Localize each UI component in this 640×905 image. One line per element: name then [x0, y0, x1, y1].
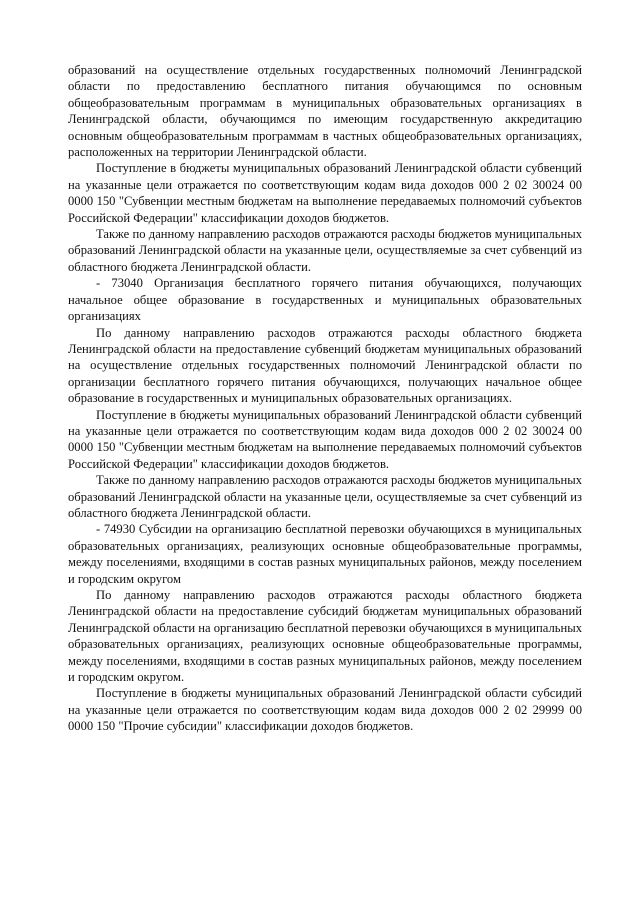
paragraph-municipal-expenses: Также по данному направлению расходов отражаются расходы бюджетов муниципальных образований Ленинградской области на указанные цели, осуществляемые за счет субвенций из областного бюджета Ленинградской области.: [68, 227, 582, 274]
paragraph-item-73040: - 73040 Организация бесплатного горячего питания обучающихся, получающих начальное общее образование в государственных и муниципальных образовательных организациях: [68, 276, 582, 324]
paragraph-74930-revenue: Поступление в бюджеты муниципальных образований Ленинградской области субсидий на указанные цели отражается по соответствующим кодам вида доходов 000 2 02 29999 00 0000 150 "Прочие субсидии" классификации доходов бюджетов.: [68, 686, 582, 734]
paragraph-subvention-revenue: Поступление в бюджеты муниципальных образований Ленинградской области субвенций на указанные цели отражается по соответствующим кодам вида доходов 000 2 02 30024 00 0000 150 "Субвенции местным бюджетам на выполнение передаваемых полномочий субъектов Российской Федерации" классификации доходов бюджетов.: [68, 161, 582, 225]
paragraph-73040-municipal-expenses: Также по данному направлению расходов отражаются расходы бюджетов муниципальных образований Ленинградской области на указанные цели, осуществляемые за счет субвенций из областного бюджета Ленинградской области.: [68, 473, 582, 520]
paragraph-73040-revenue: Поступление в бюджеты муниципальных образований Ленинградской области субвенций на указанные цели отражается по соответствующим кодам вида доходов 000 2 02 30024 00 0000 150 "Субвенции местным бюджетам на выполнение передаваемых полномочий субъектов Российской Федерации" классификации доходов бюджетов.: [68, 407, 582, 471]
paragraph-73040-description: По данному направлению расходов отражаются расходы областного бюджета Ленинградской области на предоставление субвенций бюджетам муниципальных образований на осуществление отдельных государственных полномочий Ленинградской области по организации бесплатного горячего питания обучающихся, получающих начальное общее образование в государственных и муниципальных образовательных организациях.: [68, 325, 582, 406]
paragraph-item-74930: - 74930 Субсидии на организацию бесплатной перевозки обучающихся в муниципальных образовательных организациях, реализующих основные общеобразовательные программы, между поселениями, входящими в состав разных муниципальных районов, между поселением и городским округом: [68, 522, 582, 586]
paragraph-74930-description: По данному направлению расходов отражаются расходы областного бюджета Ленинградской области на предоставление субсидий бюджетам муниципальных образований Ленинградской области на организацию бесплатной перевозки обучающихся в муниципальных образовательных организациях, реализующих основные общеобразовательные программы, между поселениями, входящими в состав разных муниципальных районов, между поселением и городским округом.: [68, 588, 582, 685]
paragraph-continuation: образований на осуществление отдельных государственных полномочий Ленинградской области по предоставлению бесплатного питания обучающимся по основным общеобразовательным программам в муниципальных образовательных организациях в Ленинградской области, обучающимся по имеющим государственную аккредитацию основным общеобразовательным программам в частных общеобразовательных организациях, расположенных на территории Ленинградской области.: [68, 63, 582, 160]
